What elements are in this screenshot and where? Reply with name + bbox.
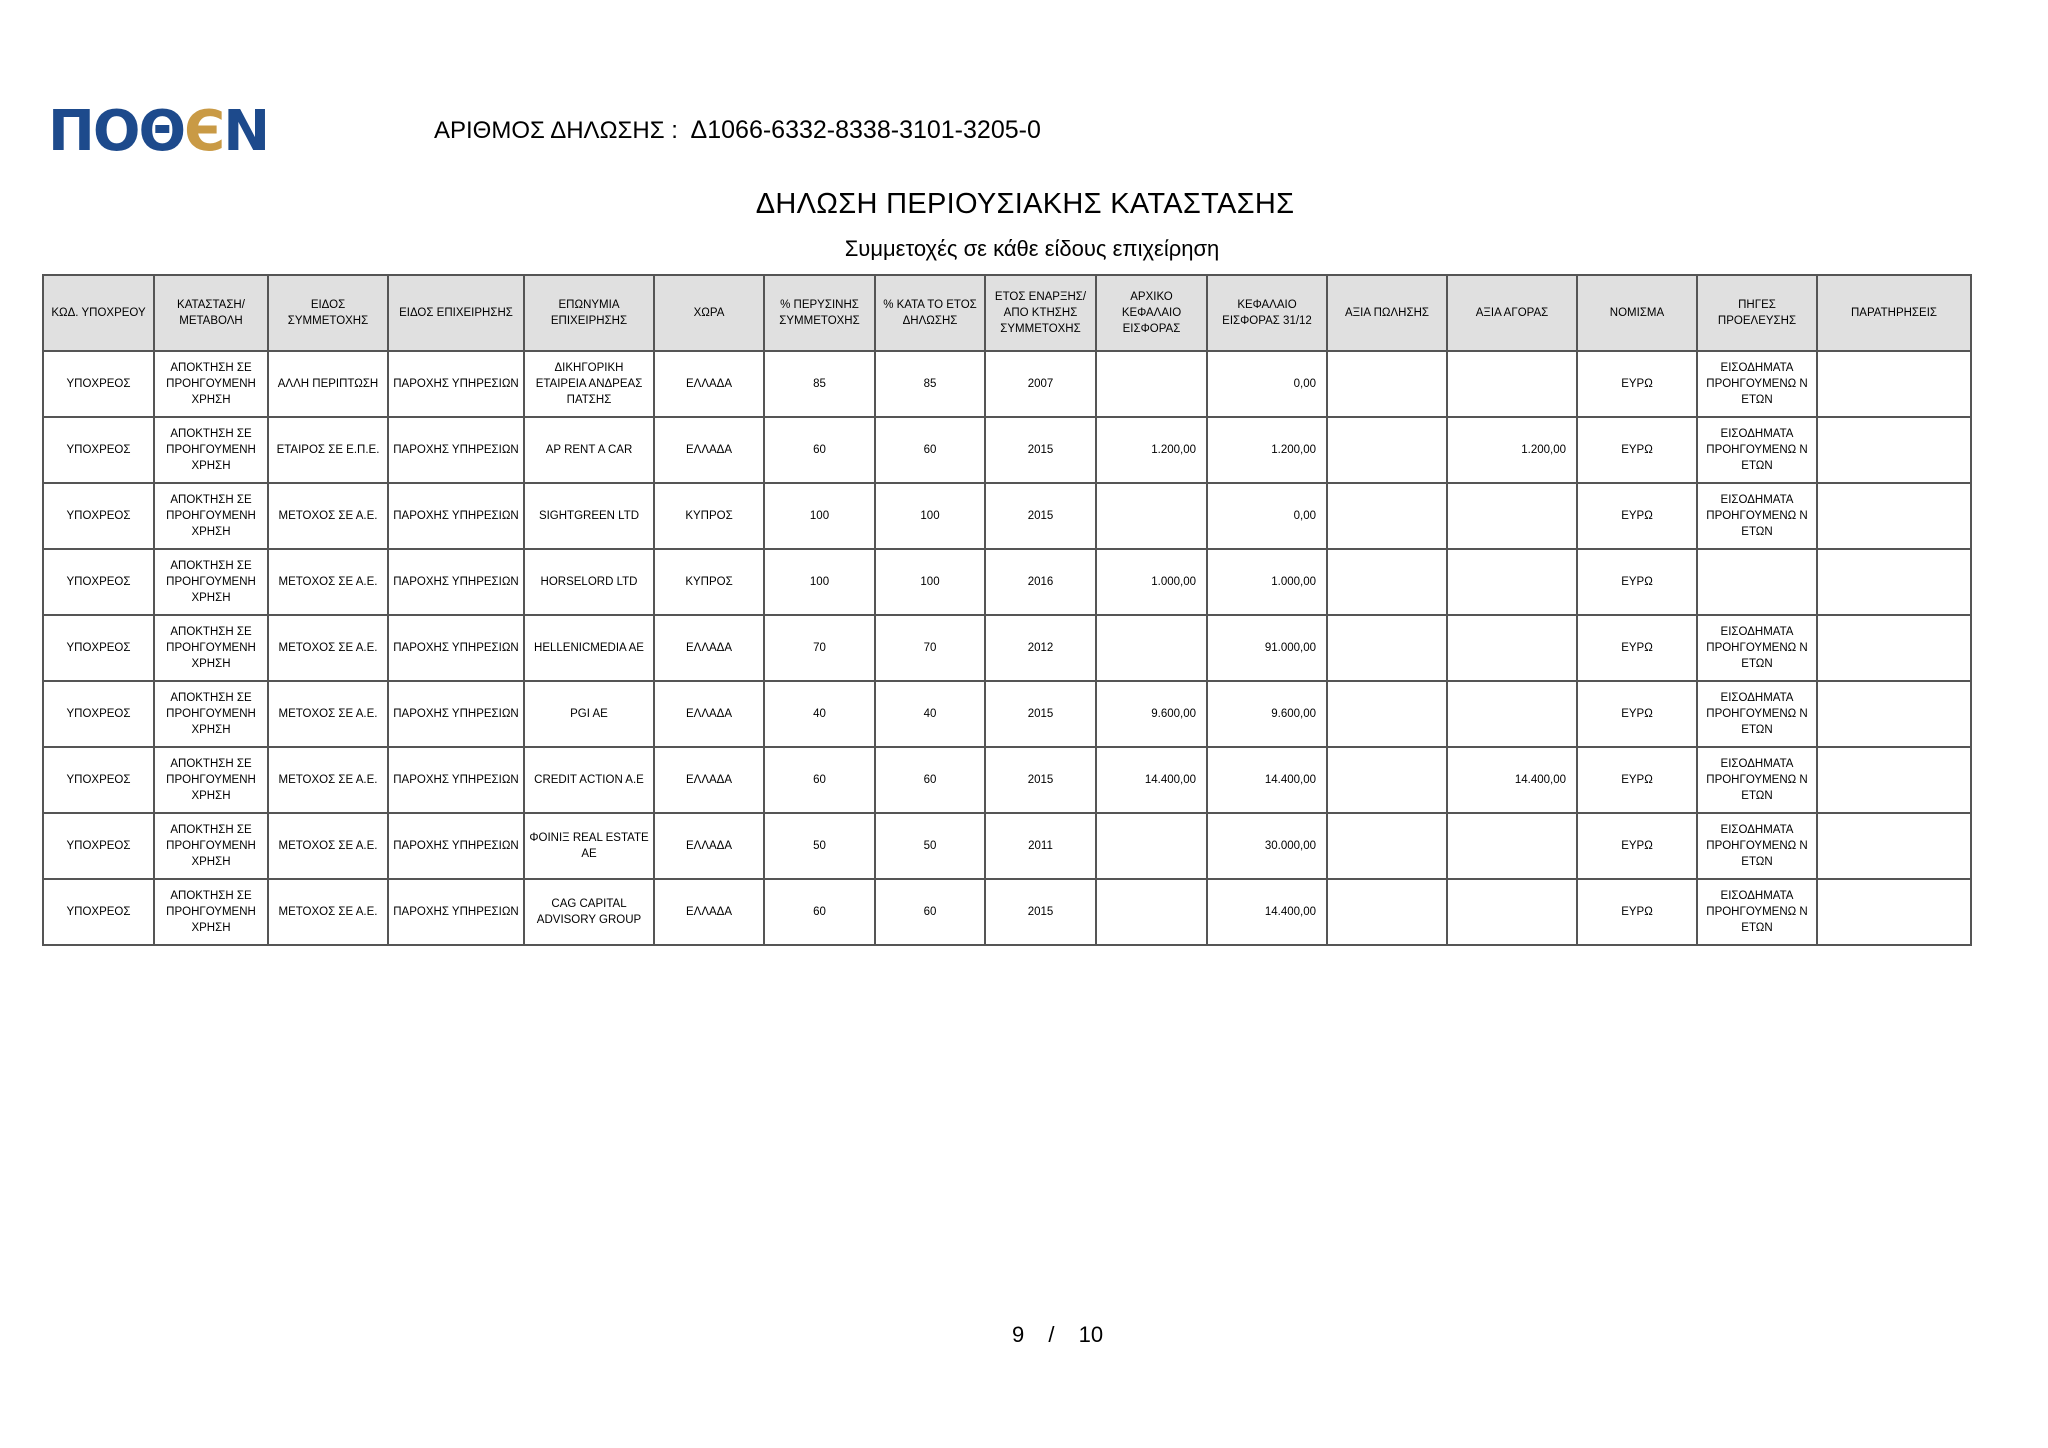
column-header: ΑΡΧΙΚΟ ΚΕΦΑΛΑΙΟ ΕΙΣΦΟΡΑΣ bbox=[1096, 275, 1207, 351]
logo-part-1: ΠΟΘ bbox=[48, 99, 185, 164]
table-cell bbox=[1447, 483, 1577, 549]
table-cell: ΑΠΟΚΤΗΣΗ ΣΕ ΠΡΟΗΓΟΥΜΕΝΗ ΧΡΗΣΗ bbox=[154, 615, 268, 681]
table-cell: ΑΠΟΚΤΗΣΗ ΣΕ ΠΡΟΗΓΟΥΜΕΝΗ ΧΡΗΣΗ bbox=[154, 417, 268, 483]
table-cell bbox=[1096, 879, 1207, 945]
table-cell: ΜΕΤΟΧΟΣ ΣΕ Α.Ε. bbox=[268, 549, 388, 615]
table-cell bbox=[1327, 417, 1447, 483]
table-cell: 70 bbox=[764, 615, 875, 681]
table-cell: ΠΑΡΟΧΗΣ ΥΠΗΡΕΣΙΩΝ bbox=[388, 813, 524, 879]
table-cell: 91.000,00 bbox=[1207, 615, 1327, 681]
table-cell: ΕΛΛΑΔΑ bbox=[654, 615, 764, 681]
table-cell: 85 bbox=[764, 351, 875, 417]
table-cell: ΠΑΡΟΧΗΣ ΥΠΗΡΕΣΙΩΝ bbox=[388, 483, 524, 549]
table-cell: PGI AE bbox=[524, 681, 654, 747]
table-cell: ΥΠΟΧΡΕΟΣ bbox=[43, 483, 154, 549]
table-cell bbox=[1817, 549, 1971, 615]
column-header: ΧΩΡΑ bbox=[654, 275, 764, 351]
table-cell: 9.600,00 bbox=[1207, 681, 1327, 747]
table-cell: 100 bbox=[764, 549, 875, 615]
table-row bbox=[43, 483, 1971, 549]
table-cell: HELLENICMEDIA AE bbox=[524, 615, 654, 681]
column-header: % ΠΕΡΥΣΙΝΗΣ ΣΥΜΜΕΤΟΧΗΣ bbox=[764, 275, 875, 351]
table-cell: ΥΠΟΧΡΕΟΣ bbox=[43, 615, 154, 681]
table-cell: 30.000,00 bbox=[1207, 813, 1327, 879]
table-cell bbox=[1697, 549, 1817, 615]
table-cell bbox=[1447, 879, 1577, 945]
table-cell: 2015 bbox=[985, 483, 1096, 549]
table-cell: ΕΙΣΟΔΗΜΑΤΑ ΠΡΟΗΓΟΥΜΕΝΩ Ν ΕΤΩΝ bbox=[1697, 813, 1817, 879]
table-cell: ΕΥΡΩ bbox=[1577, 351, 1697, 417]
logo-part-3: Ν bbox=[223, 99, 269, 164]
table-cell: ΥΠΟΧΡΕΟΣ bbox=[43, 417, 154, 483]
table-cell: ΕΥΡΩ bbox=[1577, 615, 1697, 681]
table-cell: ΜΕΤΟΧΟΣ ΣΕ Α.Ε. bbox=[268, 483, 388, 549]
table-cell: ΑΠΟΚΤΗΣΗ ΣΕ ΠΡΟΗΓΟΥΜΕΝΗ ΧΡΗΣΗ bbox=[154, 351, 268, 417]
table-cell bbox=[1327, 351, 1447, 417]
table-cell bbox=[1327, 549, 1447, 615]
table-row bbox=[43, 879, 1971, 945]
table-cell: 2015 bbox=[985, 879, 1096, 945]
table-cell: 1.200,00 bbox=[1207, 417, 1327, 483]
table-cell: ΠΑΡΟΧΗΣ ΥΠΗΡΕΣΙΩΝ bbox=[388, 879, 524, 945]
table-cell: 85 bbox=[875, 351, 985, 417]
table-cell: ΕΛΛΑΔΑ bbox=[654, 747, 764, 813]
table-cell: ΕΥΡΩ bbox=[1577, 483, 1697, 549]
table-cell bbox=[1817, 879, 1971, 945]
column-header: ΠΑΡΑΤΗΡΗΣΕΙΣ bbox=[1817, 275, 1971, 351]
table-cell bbox=[1447, 615, 1577, 681]
table-cell bbox=[1327, 879, 1447, 945]
table-cell: ΠΑΡΟΧΗΣ ΥΠΗΡΕΣΙΩΝ bbox=[388, 549, 524, 615]
table-cell: 60 bbox=[764, 879, 875, 945]
table-cell: ΜΕΤΟΧΟΣ ΣΕ Α.Ε. bbox=[268, 747, 388, 813]
declaration-label: ΑΡΙΘΜΟΣ ΔΗΛΩΣΗΣ : bbox=[434, 117, 678, 144]
table-cell: ΕΙΣΟΔΗΜΑΤΑ ΠΡΟΗΓΟΥΜΕΝΩ Ν ΕΤΩΝ bbox=[1697, 351, 1817, 417]
table-cell: ΕΛΛΑΔΑ bbox=[654, 879, 764, 945]
table-cell: ΥΠΟΧΡΕΟΣ bbox=[43, 813, 154, 879]
declaration-number-line bbox=[434, 116, 1041, 145]
table-cell: ΑΠΟΚΤΗΣΗ ΣΕ ΠΡΟΗΓΟΥΜΕΝΗ ΧΡΗΣΗ bbox=[154, 549, 268, 615]
table-row bbox=[43, 417, 1971, 483]
table-cell: ΥΠΟΧΡΕΟΣ bbox=[43, 879, 154, 945]
logo bbox=[48, 99, 269, 164]
table-cell: HORSELORD LTD bbox=[524, 549, 654, 615]
table-cell: ΔΙΚΗΓΟΡΙΚΗ ΕΤΑΙΡΕΙΑ ΑΝΔΡΕΑΣ ΠΑΤΣΗΣ bbox=[524, 351, 654, 417]
table-cell: 2012 bbox=[985, 615, 1096, 681]
table-cell bbox=[1447, 549, 1577, 615]
table-cell: 2015 bbox=[985, 681, 1096, 747]
table-cell: ΜΕΤΟΧΟΣ ΣΕ Α.Ε. bbox=[268, 813, 388, 879]
table-cell: 1.000,00 bbox=[1096, 549, 1207, 615]
column-header: ΚΩΔ. ΥΠΟΧΡΕΟΥ bbox=[43, 275, 154, 351]
table-cell bbox=[1447, 813, 1577, 879]
table-cell: 50 bbox=[764, 813, 875, 879]
column-header: ΝΟΜΙΣΜΑ bbox=[1577, 275, 1697, 351]
table-cell bbox=[1447, 351, 1577, 417]
column-header: ΠΗΓΕΣ ΠΡΟΕΛΕΥΣΗΣ bbox=[1697, 275, 1817, 351]
table-cell: 60 bbox=[764, 417, 875, 483]
table-cell: 14.400,00 bbox=[1447, 747, 1577, 813]
table-cell bbox=[1327, 483, 1447, 549]
table-cell: ΜΕΤΟΧΟΣ ΣΕ Α.Ε. bbox=[268, 681, 388, 747]
column-header: % ΚΑΤΑ ΤΟ ΕΤΟΣ ΔΗΛΩΣΗΣ bbox=[875, 275, 985, 351]
page-total: 10 bbox=[1078, 1322, 1104, 1347]
table-cell: ΕΥΡΩ bbox=[1577, 813, 1697, 879]
participations-table bbox=[42, 274, 1972, 946]
table-cell: ΑΛΛΗ ΠΕΡΙΠΤΩΣΗ bbox=[268, 351, 388, 417]
table-cell: ΕΥΡΩ bbox=[1577, 879, 1697, 945]
table-cell: ΕΥΡΩ bbox=[1577, 681, 1697, 747]
table-cell: 70 bbox=[875, 615, 985, 681]
logo-part-2: Є bbox=[184, 99, 224, 164]
table-row bbox=[43, 813, 1971, 879]
column-header: ΕΙΔΟΣ ΣΥΜΜΕΤΟΧΗΣ bbox=[268, 275, 388, 351]
table-cell: 14.400,00 bbox=[1207, 747, 1327, 813]
table-cell: ΕΙΣΟΔΗΜΑΤΑ ΠΡΟΗΓΟΥΜΕΝΩ Ν ΕΤΩΝ bbox=[1697, 417, 1817, 483]
table-cell: 100 bbox=[764, 483, 875, 549]
table-cell: 2015 bbox=[985, 417, 1096, 483]
table-cell: ΠΑΡΟΧΗΣ ΥΠΗΡΕΣΙΩΝ bbox=[388, 351, 524, 417]
column-header: ΑΞΙΑ ΠΩΛΗΣΗΣ bbox=[1327, 275, 1447, 351]
table-cell: 2016 bbox=[985, 549, 1096, 615]
table-cell: ΕΙΣΟΔΗΜΑΤΑ ΠΡΟΗΓΟΥΜΕΝΩ Ν ΕΤΩΝ bbox=[1697, 483, 1817, 549]
table-cell: ΜΕΤΟΧΟΣ ΣΕ Α.Ε. bbox=[268, 879, 388, 945]
table-cell: 1.000,00 bbox=[1207, 549, 1327, 615]
table-row bbox=[43, 351, 1971, 417]
column-header: ΕΠΩΝΥΜΙΑ ΕΠΙΧΕΙΡΗΣΗΣ bbox=[524, 275, 654, 351]
declaration-number: Δ1066-6332-8338-3101-3205-0 bbox=[690, 116, 1041, 144]
table-cell: 40 bbox=[764, 681, 875, 747]
table-cell: SIGHTGREEN LTD bbox=[524, 483, 654, 549]
table-body bbox=[43, 351, 1971, 945]
table-cell bbox=[1817, 813, 1971, 879]
table-cell: CREDIT ACTION A.E bbox=[524, 747, 654, 813]
table-cell: 100 bbox=[875, 483, 985, 549]
table-cell bbox=[1817, 615, 1971, 681]
table-cell: 2015 bbox=[985, 747, 1096, 813]
table-cell: 14.400,00 bbox=[1207, 879, 1327, 945]
table-cell: ΕΙΣΟΔΗΜΑΤΑ ΠΡΟΗΓΟΥΜΕΝΩ Ν ΕΤΩΝ bbox=[1697, 747, 1817, 813]
table-cell: 0,00 bbox=[1207, 351, 1327, 417]
table-header-row bbox=[43, 275, 1971, 351]
table-cell: 0,00 bbox=[1207, 483, 1327, 549]
table-row bbox=[43, 747, 1971, 813]
table-cell bbox=[1096, 483, 1207, 549]
table-cell: 40 bbox=[875, 681, 985, 747]
table-cell: ΕΛΛΑΔΑ bbox=[654, 813, 764, 879]
table-cell: ΚΥΠΡΟΣ bbox=[654, 549, 764, 615]
page-separator: / bbox=[1048, 1322, 1055, 1347]
table-cell: 2011 bbox=[985, 813, 1096, 879]
table-cell: 60 bbox=[875, 879, 985, 945]
table-cell: ΑΠΟΚΤΗΣΗ ΣΕ ΠΡΟΗΓΟΥΜΕΝΗ ΧΡΗΣΗ bbox=[154, 747, 268, 813]
table-cell: ΕΛΛΑΔΑ bbox=[654, 417, 764, 483]
table-cell: ΥΠΟΧΡΕΟΣ bbox=[43, 351, 154, 417]
table-cell: ΥΠΟΧΡΕΟΣ bbox=[43, 747, 154, 813]
table-cell bbox=[1817, 483, 1971, 549]
column-header: ΚΑΤΑΣΤΑΣΗ/ ΜΕΤΑΒΟΛΗ bbox=[154, 275, 268, 351]
page-subtitle-text: Συμμετοχές σε κάθε είδους επιχείρηση bbox=[844, 236, 1220, 261]
table-cell bbox=[1327, 813, 1447, 879]
table-row bbox=[43, 681, 1971, 747]
table-cell: ΥΠΟΧΡΕΟΣ bbox=[43, 681, 154, 747]
table-cell: ΕΙΣΟΔΗΜΑΤΑ ΠΡΟΗΓΟΥΜΕΝΩ Ν ΕΤΩΝ bbox=[1697, 681, 1817, 747]
table-cell: 14.400,00 bbox=[1096, 747, 1207, 813]
column-header: ΑΞΙΑ ΑΓΟΡΑΣ bbox=[1447, 275, 1577, 351]
column-header: ΚΕΦΑΛΑΙΟ ΕΙΣΦΟΡΑΣ 31/12 bbox=[1207, 275, 1327, 351]
page-subtitle bbox=[0, 236, 2048, 262]
table-cell: ΑΠΟΚΤΗΣΗ ΣΕ ΠΡΟΗΓΟΥΜΕΝΗ ΧΡΗΣΗ bbox=[154, 879, 268, 945]
table-cell bbox=[1327, 681, 1447, 747]
table-cell: ΠΑΡΟΧΗΣ ΥΠΗΡΕΣΙΩΝ bbox=[388, 681, 524, 747]
page-current: 9 bbox=[1012, 1322, 1025, 1347]
table-cell bbox=[1817, 747, 1971, 813]
page-title-text: ΔΗΛΩΣΗ ΠΕΡΙΟΥΣΙΑΚΗΣ ΚΑΤΑΣΤΑΣΗΣ bbox=[755, 188, 1295, 220]
table-cell: 2007 bbox=[985, 351, 1096, 417]
table-cell: 1.200,00 bbox=[1096, 417, 1207, 483]
table-cell: ΕΥΡΩ bbox=[1577, 417, 1697, 483]
table-cell bbox=[1447, 681, 1577, 747]
column-header: ΕΤΟΣ ΕΝΑΡΞΗΣ/ΑΠΟ ΚΤΗΣΗΣ ΣΥΜΜΕΤΟΧΗΣ bbox=[985, 275, 1096, 351]
table-cell: AP RENT A CAR bbox=[524, 417, 654, 483]
page-indicator bbox=[1012, 1322, 1103, 1348]
table-cell bbox=[1327, 615, 1447, 681]
table-cell: 100 bbox=[875, 549, 985, 615]
column-header: ΕΙΔΟΣ ΕΠΙΧΕΙΡΗΣΗΣ bbox=[388, 275, 524, 351]
table-cell: ΑΠΟΚΤΗΣΗ ΣΕ ΠΡΟΗΓΟΥΜΕΝΗ ΧΡΗΣΗ bbox=[154, 813, 268, 879]
table-cell: CAG CAPITAL ADVISORY GROUP bbox=[524, 879, 654, 945]
table-cell: 60 bbox=[764, 747, 875, 813]
table-cell: ΕΥΡΩ bbox=[1577, 549, 1697, 615]
table-cell: ΕΙΣΟΔΗΜΑΤΑ ΠΡΟΗΓΟΥΜΕΝΩ Ν ΕΤΩΝ bbox=[1697, 879, 1817, 945]
table-cell: ΕΤΑΙΡΟΣ ΣΕ Ε.Π.Ε. bbox=[268, 417, 388, 483]
table-cell bbox=[1817, 417, 1971, 483]
page-title bbox=[0, 188, 2048, 221]
table-cell bbox=[1327, 747, 1447, 813]
table-cell: ΑΠΟΚΤΗΣΗ ΣΕ ΠΡΟΗΓΟΥΜΕΝΗ ΧΡΗΣΗ bbox=[154, 681, 268, 747]
table-cell: 9.600,00 bbox=[1096, 681, 1207, 747]
table-cell bbox=[1817, 681, 1971, 747]
table-cell: 50 bbox=[875, 813, 985, 879]
table-row bbox=[43, 549, 1971, 615]
table-cell: ΥΠΟΧΡΕΟΣ bbox=[43, 549, 154, 615]
table-row bbox=[43, 615, 1971, 681]
table-cell bbox=[1096, 615, 1207, 681]
table-cell: ΚΥΠΡΟΣ bbox=[654, 483, 764, 549]
table-cell: ΕΛΛΑΔΑ bbox=[654, 351, 764, 417]
table-cell bbox=[1096, 813, 1207, 879]
table-cell: ΕΛΛΑΔΑ bbox=[654, 681, 764, 747]
table-cell: ΕΥΡΩ bbox=[1577, 747, 1697, 813]
table-cell: ΠΑΡΟΧΗΣ ΥΠΗΡΕΣΙΩΝ bbox=[388, 615, 524, 681]
table-cell: 60 bbox=[875, 417, 985, 483]
table-cell: 60 bbox=[875, 747, 985, 813]
table-cell bbox=[1096, 351, 1207, 417]
table-cell bbox=[1817, 351, 1971, 417]
table-cell: ΠΑΡΟΧΗΣ ΥΠΗΡΕΣΙΩΝ bbox=[388, 417, 524, 483]
table-cell: ΑΠΟΚΤΗΣΗ ΣΕ ΠΡΟΗΓΟΥΜΕΝΗ ΧΡΗΣΗ bbox=[154, 483, 268, 549]
table-cell: 1.200,00 bbox=[1447, 417, 1577, 483]
table-cell: ΠΑΡΟΧΗΣ ΥΠΗΡΕΣΙΩΝ bbox=[388, 747, 524, 813]
table-cell: ΜΕΤΟΧΟΣ ΣΕ Α.Ε. bbox=[268, 615, 388, 681]
table-cell: ΕΙΣΟΔΗΜΑΤΑ ΠΡΟΗΓΟΥΜΕΝΩ Ν ΕΤΩΝ bbox=[1697, 615, 1817, 681]
table-cell: ΦΟΙΝΙΞ REAL ESTATE AE bbox=[524, 813, 654, 879]
